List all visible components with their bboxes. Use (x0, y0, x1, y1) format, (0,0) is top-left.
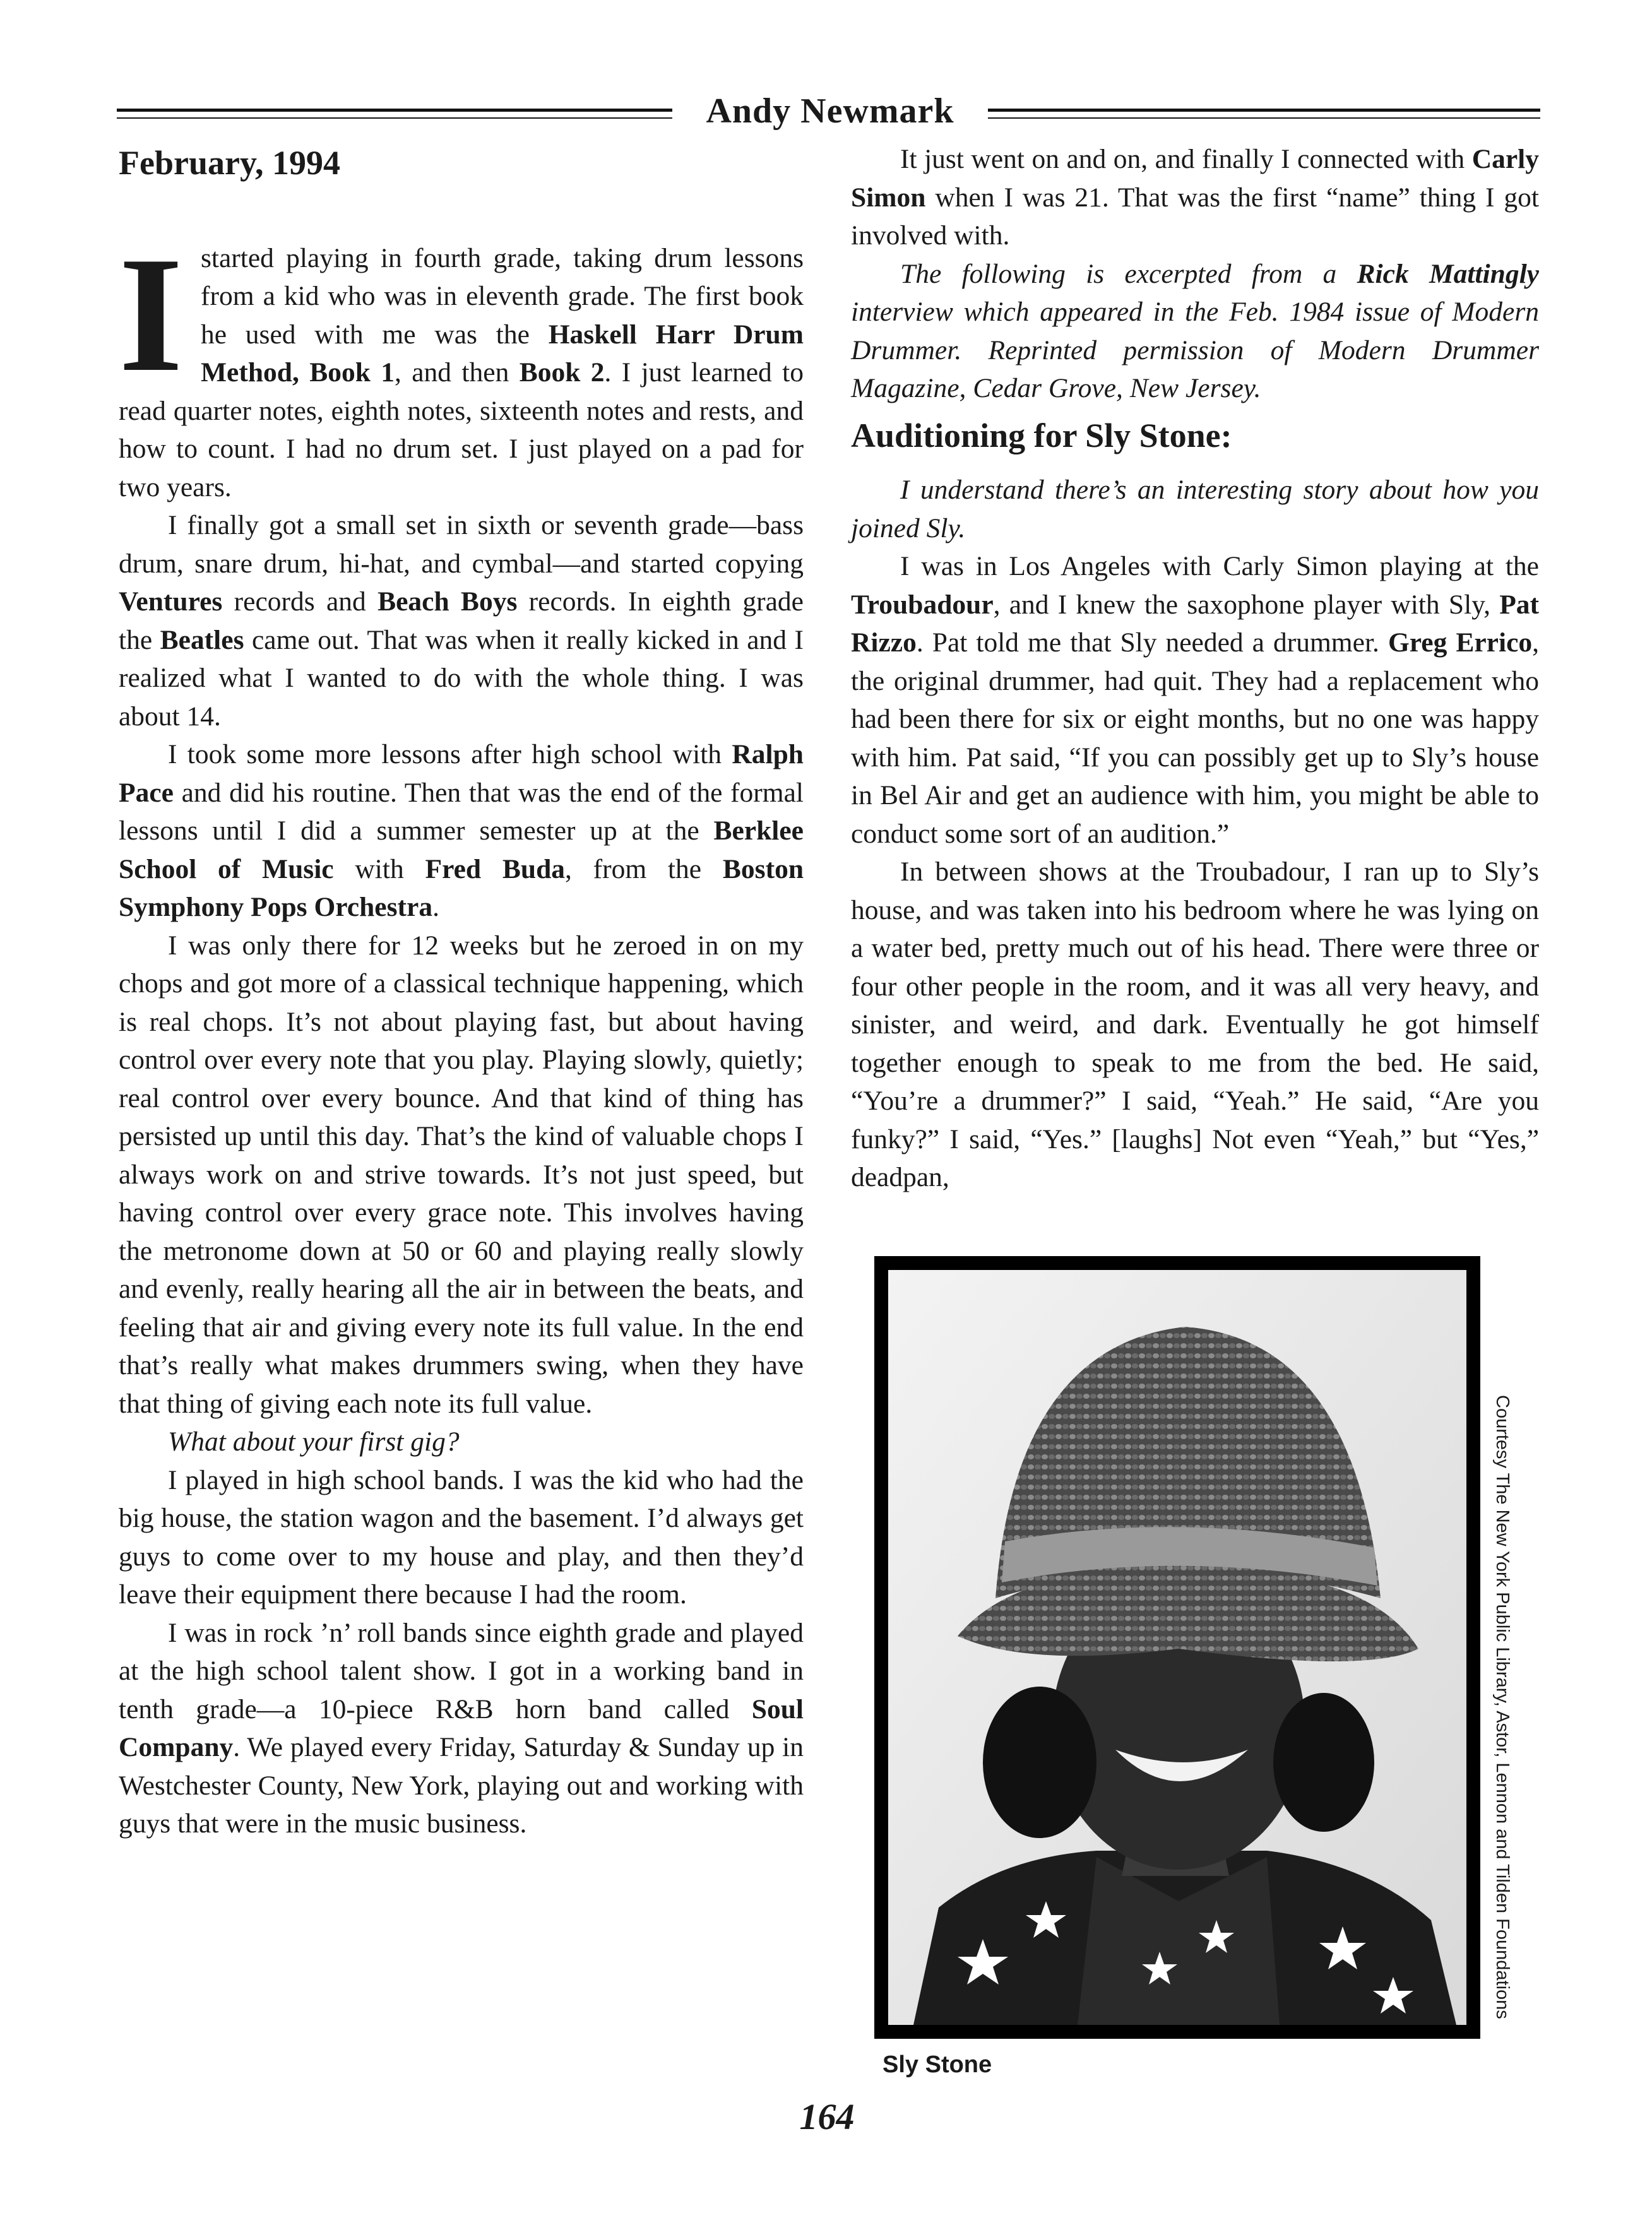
date-heading: February, 1994 (119, 144, 340, 182)
section-heading: Auditioning for Sly Stone: (851, 416, 1232, 454)
paragraph-2: I finally got a small set in sixth or seventh grade—bass drum, snare drum, hi-hat, and cymbal—and started copying Ventures records and Beach Boys records. In eighth grade the Beatles came out. That was when it really kicked in and I realized what I wanted to do with the whole thing. I was about 14. (119, 510, 804, 732)
running-title: Andy Newmark (706, 92, 954, 131)
paragraph-1: Istarted playing in fourth grade, taking drum lessons from a kid who was in eleventh grade. The first book he used with me was the Haskell Harr Drum Method, Book 1, and then Book 2. I just learned to read quarter notes, eighth notes, sixteenth notes and rests, and how to count. I had no drum set. I just played on a pad for two years. (119, 222, 804, 502)
paragraph-6: I was in rock ’n’ roll bands since eighth grade and played at the high school talent show. I got in a working band in tenth grade—a 10-piece R&B horn band called Soul Company. We played every Friday, Saturday & Sunday up in Westchester County, New York, playing out and working with guys that were in the music business. (119, 1617, 804, 1839)
right-column (851, 140, 1539, 1197)
left-column (119, 140, 804, 1843)
interview-question: What about your first gig? (168, 1427, 460, 1457)
interview-question: I understand there’s an interesting story about how you joined Sly. (851, 475, 1539, 543)
paragraph-9: In between shows at the Troubadour, I ran up to Sly’s house, and was taken into his bedroom where he was lying on a water bed, pretty much out of his head. There were three or four other people in the room, and it was all very heavy, and sinister, and weird, and dark. Eventually he got himself together enough to speak to me from the bed. He said, “You’re a drummer?” I said, “Yeah.” He said, “Are you funky?” I said, “Yes.” [laughs] Not even “Yeah,” but “Yes,” deadpan, (851, 857, 1539, 1192)
drop-cap: I (119, 222, 183, 406)
running-header (117, 88, 1540, 133)
excerpt-note: The following is excerpted from a Rick Mattingly interview which appeared in the Feb. 1984 issue of Modern Drummer. Reprinted permission of Modern Drummer Magazine, Cedar Grove, New Jersey. (851, 258, 1539, 403)
paragraph-3: I took some more lessons after high school with Ralph Pace and did his routine. Then that was the end of the formal lessons until I did a summer semester up at the Berklee School of Music with Fred Buda, from the Boston Symphony Pops Orchestra. (119, 739, 804, 922)
header-rule-left (117, 109, 672, 119)
header-rule-right (988, 109, 1540, 119)
paragraph-5: I played in high school bands. I was the kid who had the big house, the station wagon and the basement. I’d always get guys to come over to my house and play, and then they’d leave their equipment there because I had the room. (119, 1464, 804, 1610)
paragraph-7: It just went on and on, and finally I connected with Carly Simon when I was 21. That was the first “name” thing I got involved with. (851, 144, 1539, 251)
photo-credit: Courtesy The New York Public Library, Astor, Lennon and Tilden Foundations (1492, 1395, 1512, 2019)
photo-caption: Sly Stone (882, 2051, 992, 2078)
sly-stone-photo (888, 1270, 1466, 2025)
photo-frame (874, 1256, 1480, 2039)
page-number: 164 (799, 2096, 855, 2137)
paragraph-8: I was in Los Angeles with Carly Simon playing at the Troubadour, and I knew the saxophone player with Sly, Pat Rizzo. Pat told me that Sly needed a drummer. Greg Errico, the original drummer, had quit. They had a replacement who had been there for six or eight months, but no one was happy with him. Pat said, “If you can possibly get up to Sly’s house in Bel Air and get an audience with him, you might be able to conduct some sort of an audition.” (851, 551, 1540, 849)
paragraph-4: I was only there for 12 weeks but he zeroed in on my chops and got more of a classical technique happening, which is real chops. It’s not about playing fast, but about having control over every note that you play. Playing slowly, quietly; real control over every bounce. And that kind of thing has persisted up until this day. That’s the kind of valuable chops I always work on and strive towards. It’s not just speed, but having control over every grace note. This involves having the metronome down at 50 or 60 and playing really slowly and evenly, really hearing all the air in between the beats, and feeling that air and giving every note its full value. In the end that’s really what makes drummers swing, when they have that thing of giving each note its full value. (119, 930, 804, 1419)
